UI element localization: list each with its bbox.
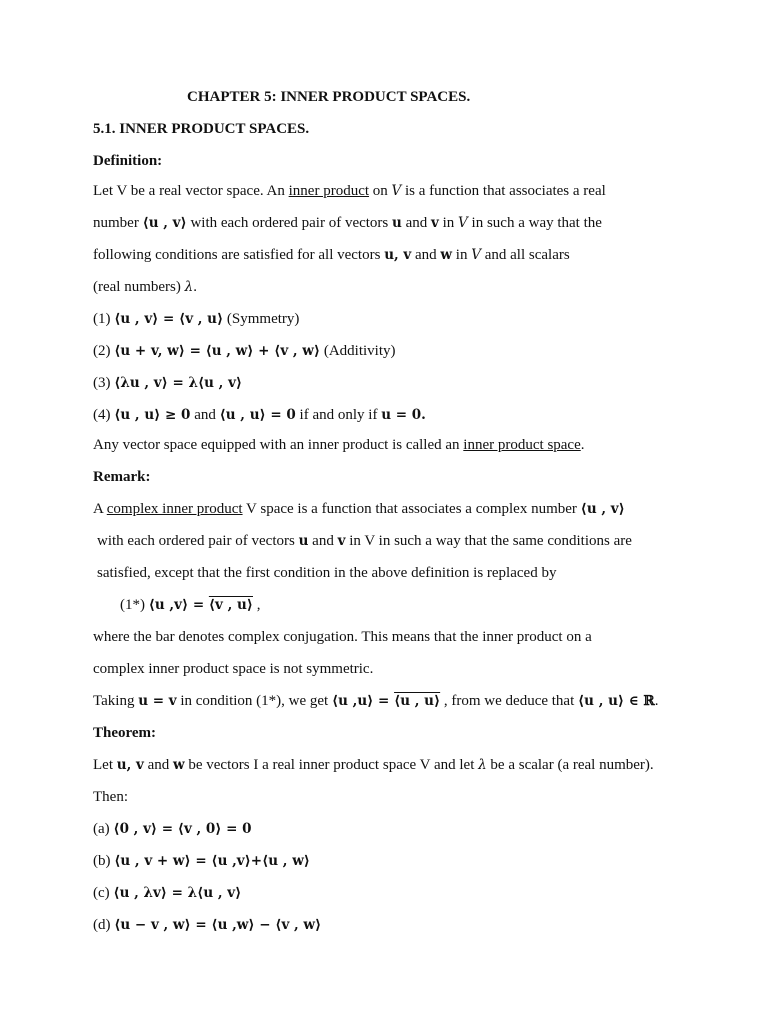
conjugate-bar: ⟨v , u⟩: [208, 597, 253, 613]
theorem-item-b: (b) ⟨u , v + w⟩ = ⟨u ,v⟩+⟨u , w⟩: [93, 853, 310, 869]
theorem-line-2: Then:: [93, 789, 128, 805]
chapter-title: CHAPTER 5: INNER PRODUCT SPACES.: [187, 89, 471, 105]
condition-4: (4) ⟨u , u⟩ ≥ 0 and ⟨u , u⟩ = 0 if and only if u = 0.: [93, 407, 426, 423]
definition-line-4: (real numbers) λ.: [93, 279, 197, 295]
section-title: 5.1. INNER PRODUCT SPACES.: [93, 121, 310, 137]
theorem-item-d: (d) ⟨u − v , w⟩ = ⟨u ,w⟩ − ⟨v , w⟩: [93, 917, 322, 933]
term-inner-product: inner product: [288, 183, 370, 199]
remark-line-6: complex inner product space is not symmetric.: [93, 661, 374, 677]
condition-2: (2) ⟨u + v, w⟩ = ⟨u , w⟩ + ⟨v , w⟩ (Additivity): [93, 343, 396, 359]
remark-condition-1-star: (1*) ⟨u ,v⟩ = ⟨v , u⟩ ,: [120, 597, 261, 613]
remark-line-1: A complex inner product V space is a function that associates a complex number ⟨u , v⟩: [93, 501, 625, 517]
remark-line-7: Taking u = v in condition (1*), we get ⟨u ,u⟩ = ⟨u , u⟩ , from we deduce that ⟨u , u⟩ ∈ ℝ.: [93, 693, 659, 709]
theorem-heading: Theorem:: [93, 725, 157, 741]
term-inner-product-space: inner product space: [463, 437, 581, 453]
term-complex-inner-product: complex inner product: [106, 501, 243, 517]
theorem-item-c: (c) ⟨u , λv⟩ = λ⟨u , v⟩: [93, 885, 242, 901]
remark-line-5: where the bar denotes complex conjugation. This means that the inner product on a: [93, 629, 592, 645]
condition-1: (1) ⟨u , v⟩ = ⟨v , u⟩ (Symmetry): [93, 311, 300, 327]
theorem-item-a: (a) ⟨0 , v⟩ = ⟨v , 0⟩ = 0: [93, 821, 252, 837]
remark-heading: Remark:: [93, 469, 151, 485]
ips-sentence: Any vector space equipped with an inner product is called an inner product space.: [93, 437, 585, 453]
condition-3: (3) ⟨λu , v⟩ = λ⟨u , v⟩: [93, 375, 243, 391]
definition-line-2: number ⟨u , v⟩ with each ordered pair of vectors u and v in V in such a way that the: [93, 215, 602, 231]
remark-line-3: satisfied, except that the first condition in the above definition is replaced by: [97, 565, 557, 581]
remark-line-2: with each ordered pair of vectors u and v in V in such a way that the same conditions are: [97, 533, 632, 549]
definition-heading: Definition:: [93, 153, 163, 169]
definition-line-1: Let V be a real vector space. An inner product on V is a function that associates a real: [93, 183, 606, 199]
definition-line-3: following conditions are satisfied for all vectors u, v and w in V and all scalars: [93, 247, 570, 263]
conjugate-bar: ⟨u , u⟩: [394, 693, 441, 709]
theorem-line-1: Let u, v and w be vectors I a real inner product space V and let λ be a scalar (a real number).: [93, 757, 654, 773]
